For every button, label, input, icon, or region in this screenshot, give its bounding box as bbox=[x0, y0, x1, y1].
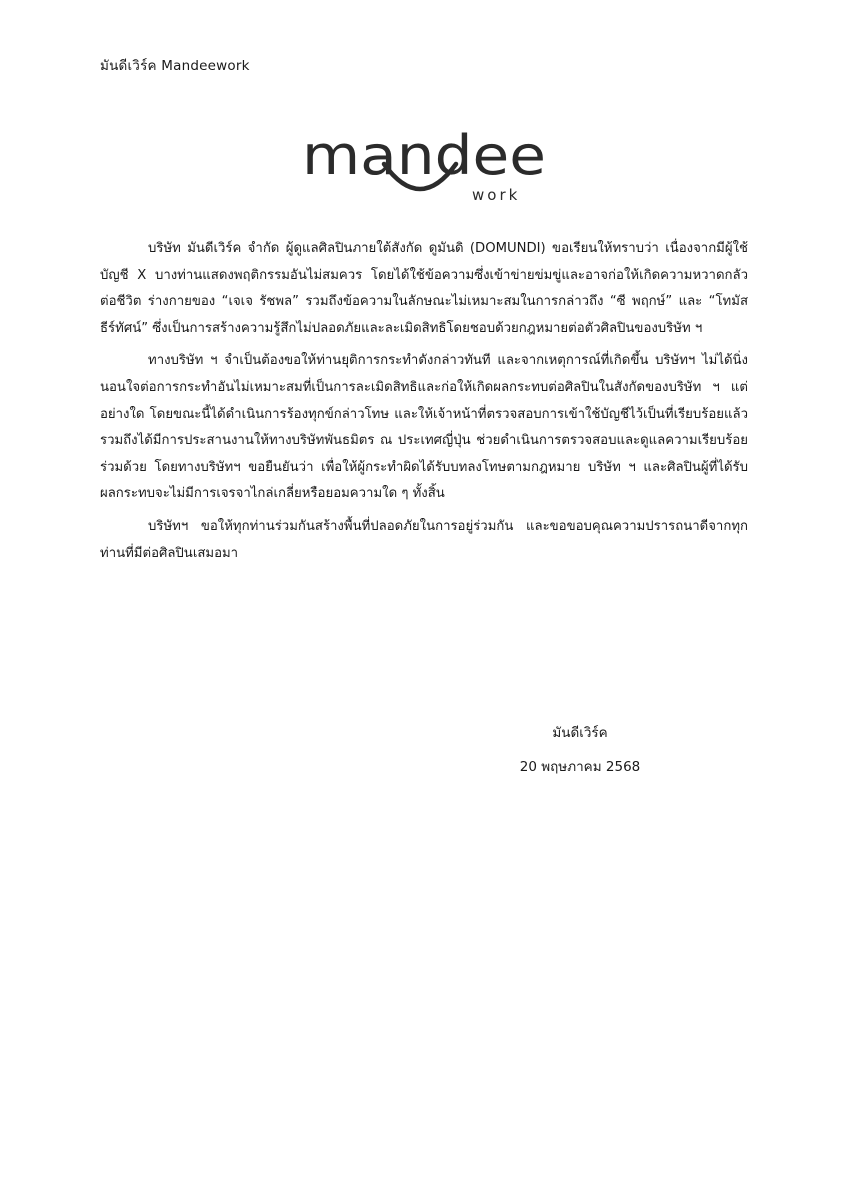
signature-block bbox=[480, 716, 680, 784]
paragraph-2: ทางบริษัท ฯ จำเป็นต้องขอให้ท่านยุติการกระทำดังกล่าวทันที และจากเหตุการณ์ที่เกิดขึ้น บริษัทฯ ไม่ได้นิ่งนอนใจต่อการกระทำอันไม่เหมาะสมที่เป็นการละเมิดสิทธิและก่อให้เกิดผลกระทบต่อศิลปินในสังกัดของบริษัท ฯ แต่อย่างใด โดยขณะนี้ได้ดำเนินการร้องทุกข์กล่าวโทษ และให้เจ้าหน้าที่ตรวจสอบการเข้าใช้บัญชีไว้เป็นที่เรียบร้อยแล้ว รวมถึงได้มีการประสานงานให้ทางบริษัทพันธมิตร ณ ประเทศญี่ปุ่น ช่วยดำเนินการตรวจสอบและดูแลความเรียบร้อยร่วมด้วย โดยทางบริษัทฯ ขอยืนยันว่า เพื่อให้ผู้กระทำผิดได้รับบทลงโทษตามกฎหมาย บริษัท ฯ และศิลปินผู้ที่ได้รับผลกระทบจะไม่มีการเจรจาไกล่เกลี่ยหรือยอมความใด ๆ ทั้งสิ้น bbox=[100, 353, 748, 502]
signature-name: มันดีเวิร์ค bbox=[552, 725, 608, 741]
paragraph-3: บริษัทฯ ขอให้ทุกท่านร่วมกันสร้างพื้นที่ปลอดภัยในการอยู่ร่วมกัน และขอขอบคุณความปรารถนาดีจากทุกท่านที่มีต่อศิลปินเสมอมา bbox=[100, 518, 748, 561]
logo-subtitle: work bbox=[472, 186, 521, 204]
logo-wordmark: mandee bbox=[302, 128, 546, 187]
mandee-logo-mark bbox=[300, 128, 550, 208]
paragraph-1: บริษัท มันดีเวิร์ค จำกัด ผู้ดูแลศิลปินภายใต้สังกัด ดูมันดิ (DOMUNDI) ขอเรียนให้ทราบว่า เนื่องจากมีผู้ใช้บัญชี X บางท่านแสดงพฤติกรรมอันไม่สมควร โดยได้ใช้ข้อความซึ่งเข้าข่ายข่มขู่และอาจก่อให้เกิดความหวาดกลัวต่อชีวิต ร่างกายของ “เจเจ รัชพล” รวมถึงข้อความในลักษณะไม่เหมาะสมในการกล่าวถึง “ซี พฤกษ์” และ “โทมัส ธีร์ทัศน์” ซึ่งเป็นการสร้างความรู้สึกไม่ปลอดภัยและละเมิดสิทธิโดยชอบด้วยกฎหมายต่อตัวศิลปินของบริษัท ฯ bbox=[100, 241, 748, 336]
letter-body bbox=[100, 236, 748, 567]
company-logo bbox=[300, 128, 550, 208]
header-company-name: มันดีเวิร์ค Mandeework bbox=[100, 58, 250, 74]
signature-date: 20 พฤษภาคม 2568 bbox=[519, 759, 641, 775]
